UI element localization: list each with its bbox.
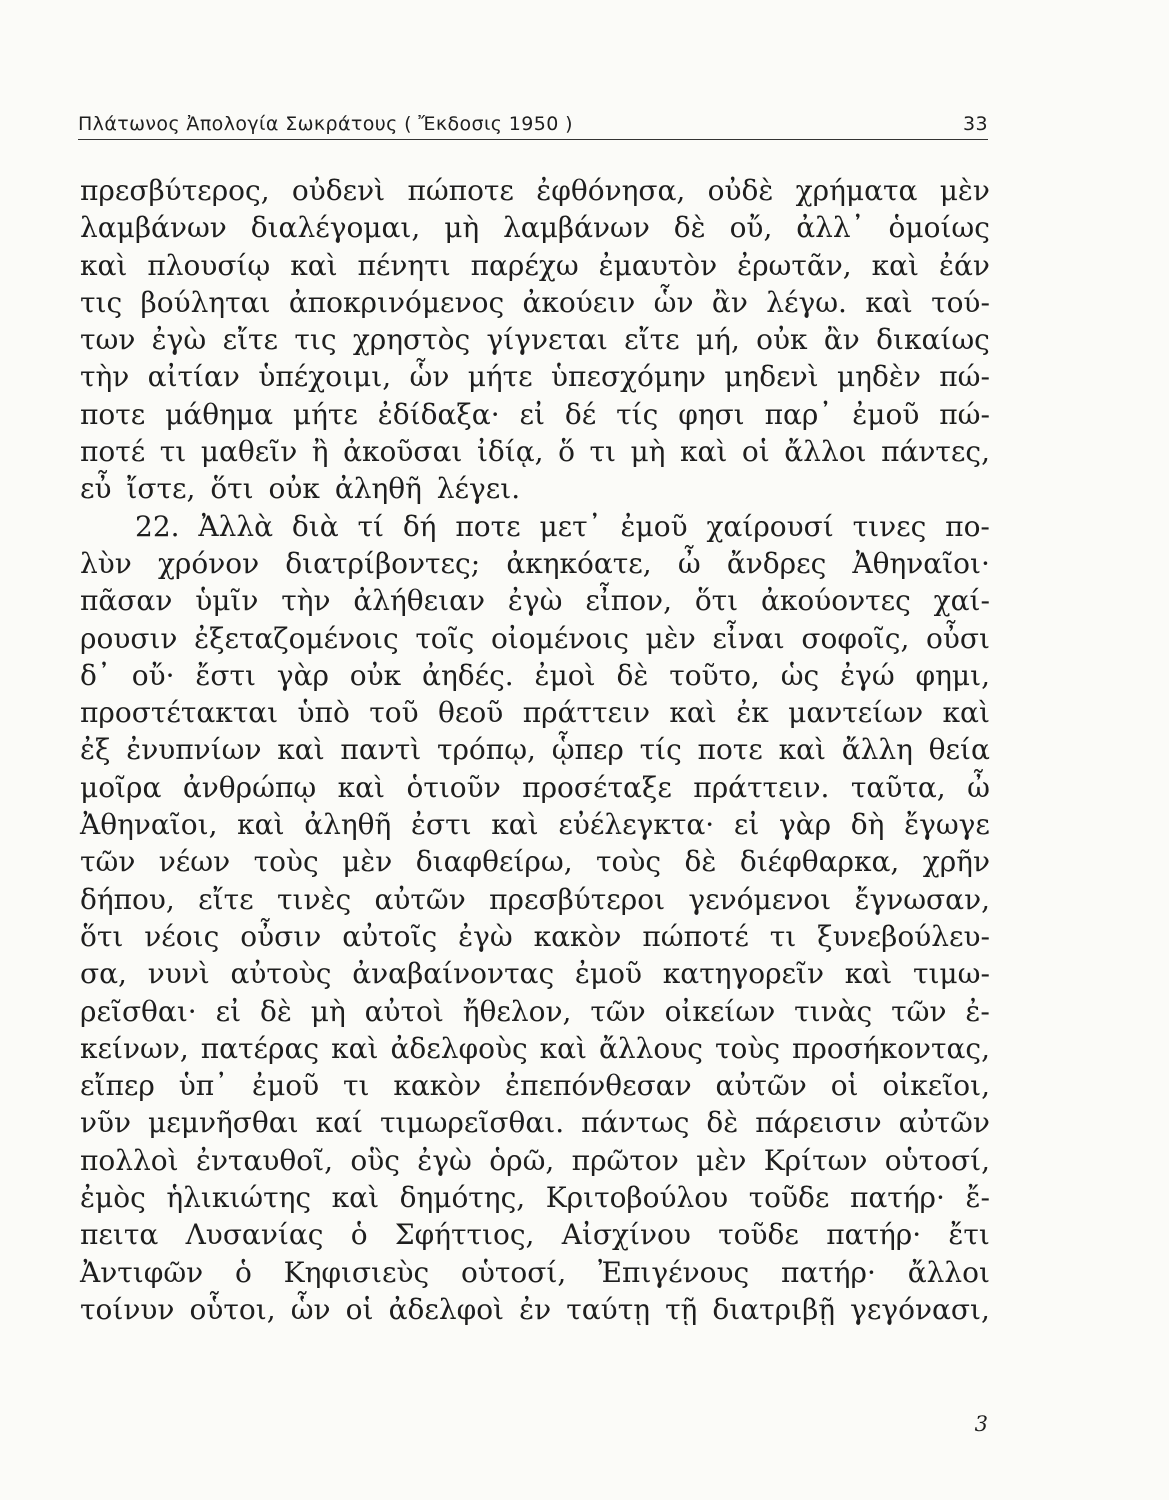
text-line: εἴπερ ὑπ᾽ ἐμοῦ τι κακὸν ἐπεπόνθεσαν αὐτῶν οἱ οἰκεῖοι, [80,1069,990,1103]
text-line: νῦν μεμνῆσθαι καί τιμωρεῖσθαι. πάντως δὲ πάρεισιν αὐτῶν [80,1106,990,1140]
running-header [78,113,988,140]
text-line: λὺν χρόνον διατρίβοντες; ἀκηκόατε, ὦ ἄνδρες Ἀθηναῖοι· [80,546,990,580]
text-line: προστέτακται ὑπὸ τοῦ θεοῦ πράττειν καὶ ἐκ μαντείων καὶ [80,696,990,730]
text-line: καὶ πλουσίῳ καὶ πένητι παρέχω ἐμαυτὸν ἐρωτᾶν, καὶ ἐάν [80,248,990,282]
text-line: δήπου, εἴτε τινὲς αὐτῶν πρεσβύτεροι γενόμενοι ἔγνωσαν, [80,882,990,916]
text-line: λαμβάνων διαλέγομαι, μὴ λαμβάνων δὲ οὔ, ἀλλ᾽ ὁμοίως [80,211,990,245]
text-line: ἐμὸς ἡλικιώτης καὶ δημότης, Κριτοβούλου τοῦδε πατήρ· ἔ- [80,1181,990,1215]
page-number: 33 [963,113,988,135]
text-line: ρεῖσθαι· εἰ δὲ μὴ αὐτοὶ ἤθελον, τῶν οἰκείων τινὰς τῶν ἐ- [80,994,990,1028]
text-line: ἐξ ἐνυπνίων καὶ παντὶ τρόπῳ, ᾧπερ τίς ποτε καὶ ἄλλη θεία [80,733,990,767]
text-line: πᾶσαν ὑμῖν τὴν ἀλήθειαν ἐγὼ εἶπον, ὅτι ἀκούοντες χαί- [80,584,990,618]
text-line: τις βούληται ἀποκρινόμενος ἀκούειν ὧν ἂν λέγω. καὶ τού- [80,285,990,319]
running-title: Πλάτωνος Ἀπολογία Σωκράτους ( Ἔκδοσις 1950 ) [78,113,573,135]
text-line: ποτε μάθημα μήτε ἐδίδαξα· εἰ δέ τίς φησι παρ᾽ ἐμοῦ πώ- [80,397,990,431]
text-line: τοίνυν οὗτοι, ὧν οἱ ἀδελφοὶ ἐν ταύτῃ τῇ διατριβῇ γεγόνασι, [80,1292,990,1326]
text-line: πειτα Λυσανίας ὁ Σφήττιος, Αἰσχίνου τοῦδε πατήρ· ἔτι [80,1218,990,1252]
text-line: σα, νυνὶ αὐτοὺς ἀναβαίνοντας ἐμοῦ κατηγορεῖν καὶ τιμω- [80,957,990,991]
text-line: ρουσιν ἐξεταζομένοις τοῖς οἰομένοις μὲν εἶναι σοφοῖς, οὖσι [80,621,990,655]
text-line: των ἐγὼ εἴτε τις χρηστὸς γίγνεται εἴτε μή, οὐκ ἂν δικαίως [80,323,990,357]
text-line: ὅτι νέοις οὖσιν αὐτοῖς ἐγὼ κακὸν πώποτέ τι ξυνεβούλευ- [80,919,990,953]
text-line: τῶν νέων τοὺς μὲν διαφθείρω, τοὺς δὲ διέφθαρκα, χρῆν [80,845,990,879]
text-line: Ἀντιφῶν ὁ Κηφισιεὺς οὑτοσί, Ἐπιγένους πατήρ· ἄλλοι [80,1255,990,1289]
text-line: κείνων, πατέρας καὶ ἀδελφοὺς καὶ ἄλλους τοὺς προσήκοντας, [80,1031,990,1065]
signature-mark: 3 [974,1412,988,1436]
text-line: Ἀθηναῖοι, καὶ ἀληθῆ ἐστι καὶ εὐέλεγκτα· εἰ γὰρ δὴ ἔγωγε [80,808,990,842]
text-line: εὖ ἴστε, ὅτι οὐκ ἀληθῆ λέγει. [80,472,521,506]
text-line: δ᾽ οὔ· ἔστι γὰρ οὐκ ἀηδές. ἐμοὶ δὲ τοῦτο, ὡς ἐγώ φημι, [80,658,990,692]
text-line: μοῖρα ἀνθρώπῳ καὶ ὁτιοῦν προσέταξε πράττειν. ταῦτα, ὦ [80,770,990,804]
text-line: πολλοὶ ἐνταυθοῖ, οὓς ἐγὼ ὁρῶ, πρῶτον μὲν Κρίτων οὑτοσί, [80,1143,990,1177]
body-text [80,172,990,1328]
text-line: τὴν αἰτίαν ὑπέχοιμι, ὧν μήτε ὑπεσχόμην μηδενὶ μηδὲν πώ- [80,360,990,394]
text-line: ποτέ τι μαθεῖν ἢ ἀκοῦσαι ἰδίᾳ, ὅ τι μὴ καὶ οἱ ἄλλοι πάντες, [80,435,990,469]
text-line: πρεσβύτερος, οὐδενὶ πώποτε ἐφθόνησα, οὐδὲ χρήματα μὲν [80,174,990,207]
text-line: 22. Ἀλλὰ διὰ τί δή ποτε μετ᾽ ἐμοῦ χαίρουσί τινες πο- [135,509,990,543]
